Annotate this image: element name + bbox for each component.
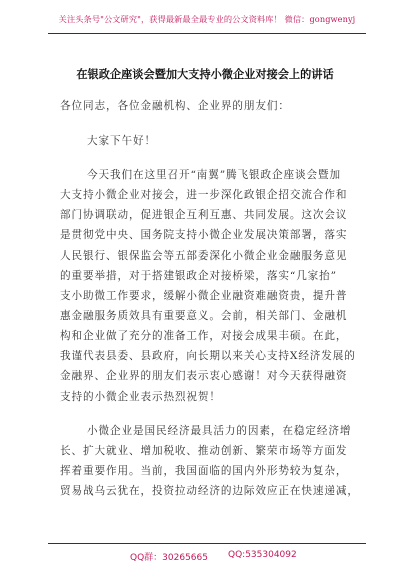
body-line: 大支持小微企业对接会，进一步深化政银企招交流合作和 <box>60 189 348 201</box>
page-header-banner: 关注头条号"公文研究"，获得最新最全最专业的公文资料库！ 微信：gongwenyj <box>58 14 356 24</box>
footer-divider <box>48 543 366 544</box>
header-divider <box>48 33 366 34</box>
body-line: 小微企业是国民经济最具活力的因素，在稳定经济增 <box>87 425 352 437</box>
footer-qq: QQ:535304092 <box>228 550 297 560</box>
body-line: 贸易战乌云犹在，投资拉动经济的边际效应正在快速递减， <box>60 485 359 497</box>
body-line: 构和企业做了充分的准备工作，对接会成果丰硕。在此， <box>60 330 348 342</box>
body-line: 部门协调联动，促进银企互利互惠、共同发展。这次会议 <box>60 209 348 221</box>
greeting: 大家下午好！ <box>87 135 156 147</box>
body-line: 我谨代表县委、县政府，向长期以来关心支持X经济发展的 <box>60 350 356 362</box>
document-title: 在银政企座谈会暨加大支持小微企业对接会上的讲话 <box>76 67 334 81</box>
footer-qq-group: QQ群：30265665 <box>130 553 208 563</box>
salutation: 各位同志，各位金融机构、企业界的朋友们： <box>60 100 290 112</box>
body-line: 惠金融服务质效具有重要意义。会前，相关部门、金融机 <box>60 310 348 322</box>
body-line: 支小助微工作要求，缓解小微企业融资难融资贵，提升普 <box>60 290 348 302</box>
body-line: 支持的小微企业表示热烈祝贺！ <box>60 391 221 403</box>
body-line: 人民银行、银保监会等五部委深化小微企业金融服务意见 <box>60 250 348 262</box>
body-line: 长、扩大就业、增加税收、推动创新、繁荣市场等方面发 <box>60 445 348 457</box>
body-line: 挥着重要作用。当前，我国面临的国内外形势较为复杂， <box>60 465 348 477</box>
body-line: 金融界、企业界的朋友们表示衷心感谢！对今天获得融资 <box>60 370 348 382</box>
body-line: 是贯彻党中央、国务院支持小微企业发展决策部署，落实 <box>60 229 348 241</box>
body-line: 今天我们在这里召开“南翼”腾飞银政企座谈会暨加 <box>87 169 341 181</box>
body-line: 的重要举措，对于搭建银政企对接桥梁，落实“几家抬” <box>60 270 337 282</box>
